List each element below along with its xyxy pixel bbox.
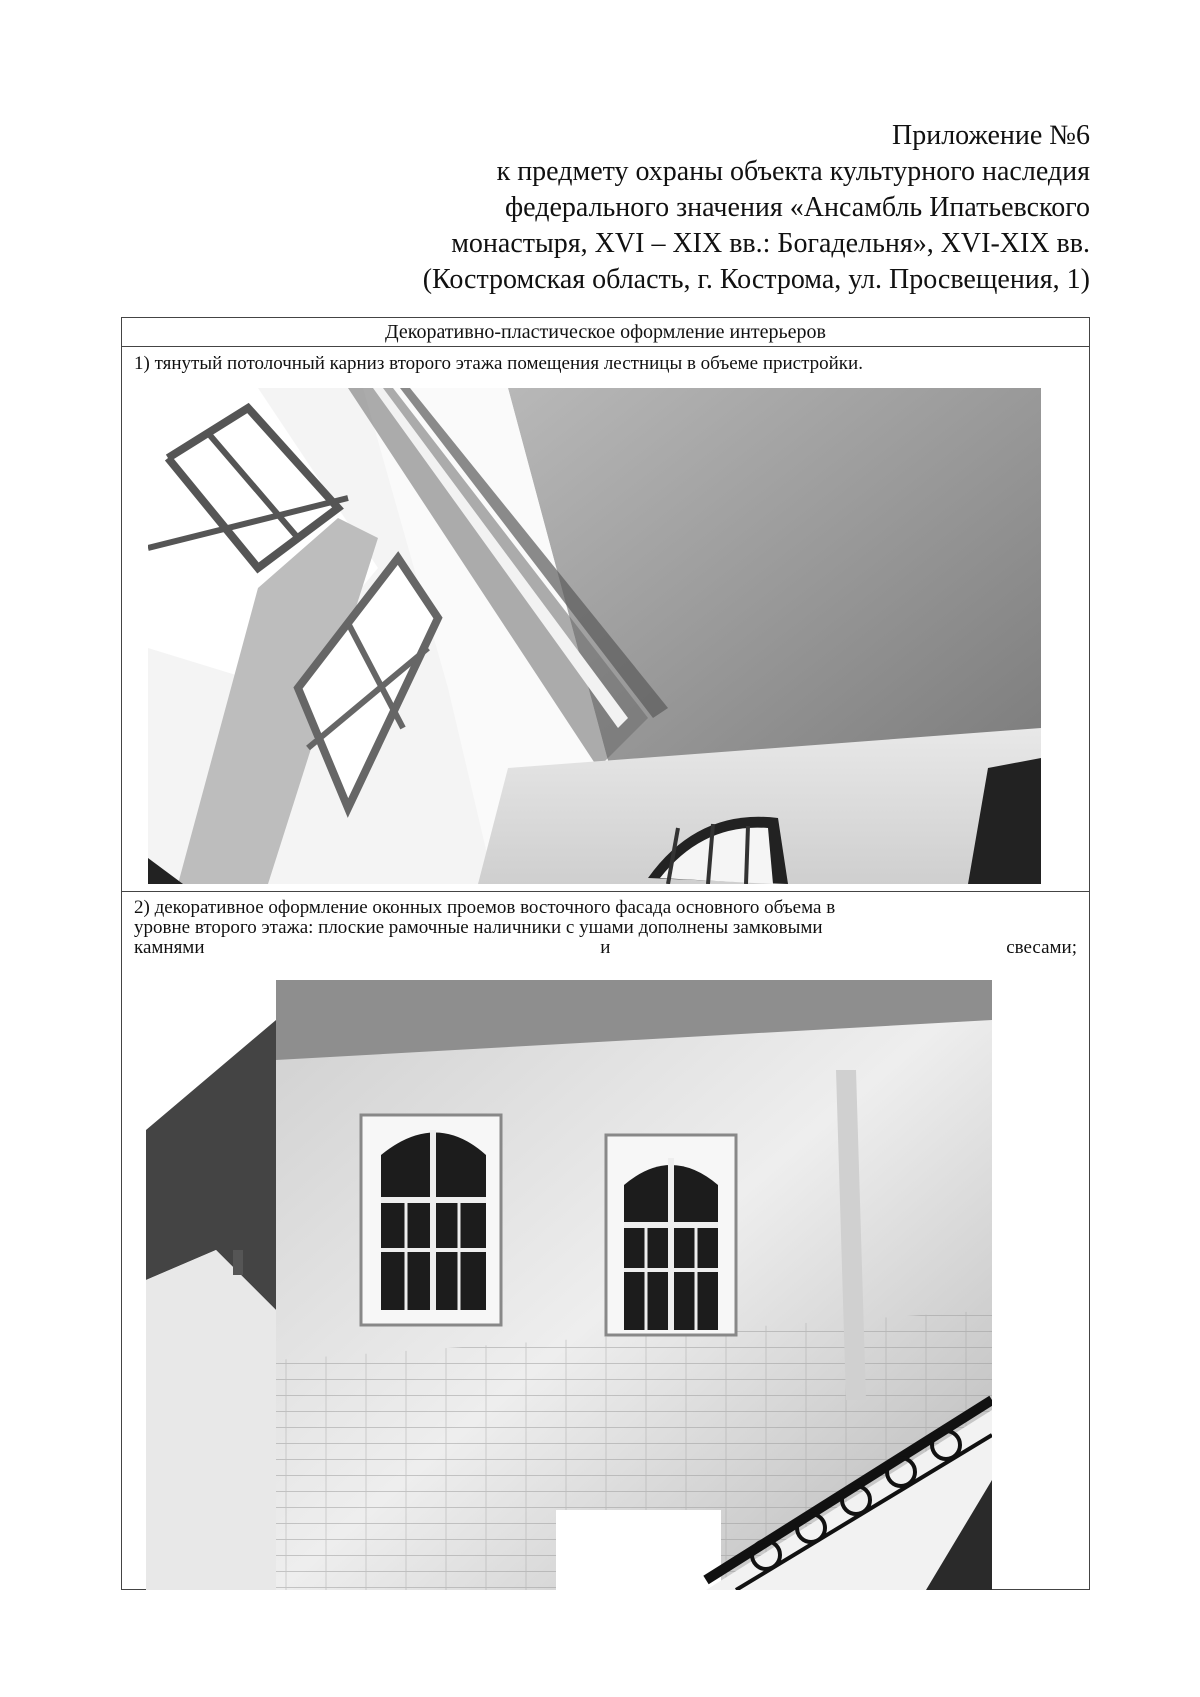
header-line-5: (Костромская область, г. Кострома, ул. Просвещения, 1) [422,264,1090,295]
photo-ceiling-cornice [148,388,1041,884]
appendix-header [380,118,1090,298]
item-2-caption [122,895,1089,961]
caption-word-svesami: свесами; [1006,937,1077,958]
item-2-caption-line-2: уровне второго этажа: плоские рамочные наличники с ушами дополнены замковыми [134,917,823,938]
photo-window-surrounds [146,980,992,1590]
caption-word-i: и [600,937,611,958]
table-title: Декоративно-пластическое оформление интерьеров [122,318,1089,347]
header-line-3: федерального значения «Ансамбль Ипатьевского [505,192,1090,223]
appendix-number: Приложение №6 [892,120,1090,151]
item-1-caption: 1) тянутый потолочный карниз второго этажа помещения лестницы в объеме пристройки. [134,353,863,374]
header-line-4: монастыря, XVI – XIX вв.: Богадельня», XVI-XIX вв. [451,228,1090,259]
item-2-caption-line-1: 2) декоративное оформление оконных проемов восточного фасада основного объема в [134,897,836,918]
header-line-2: к предмету охраны объекта культурного наследия [496,156,1090,187]
caption-word-kamnyami: камнями [134,937,205,958]
item-2-caption-line-3 [134,938,1077,958]
content-table [121,317,1090,1590]
